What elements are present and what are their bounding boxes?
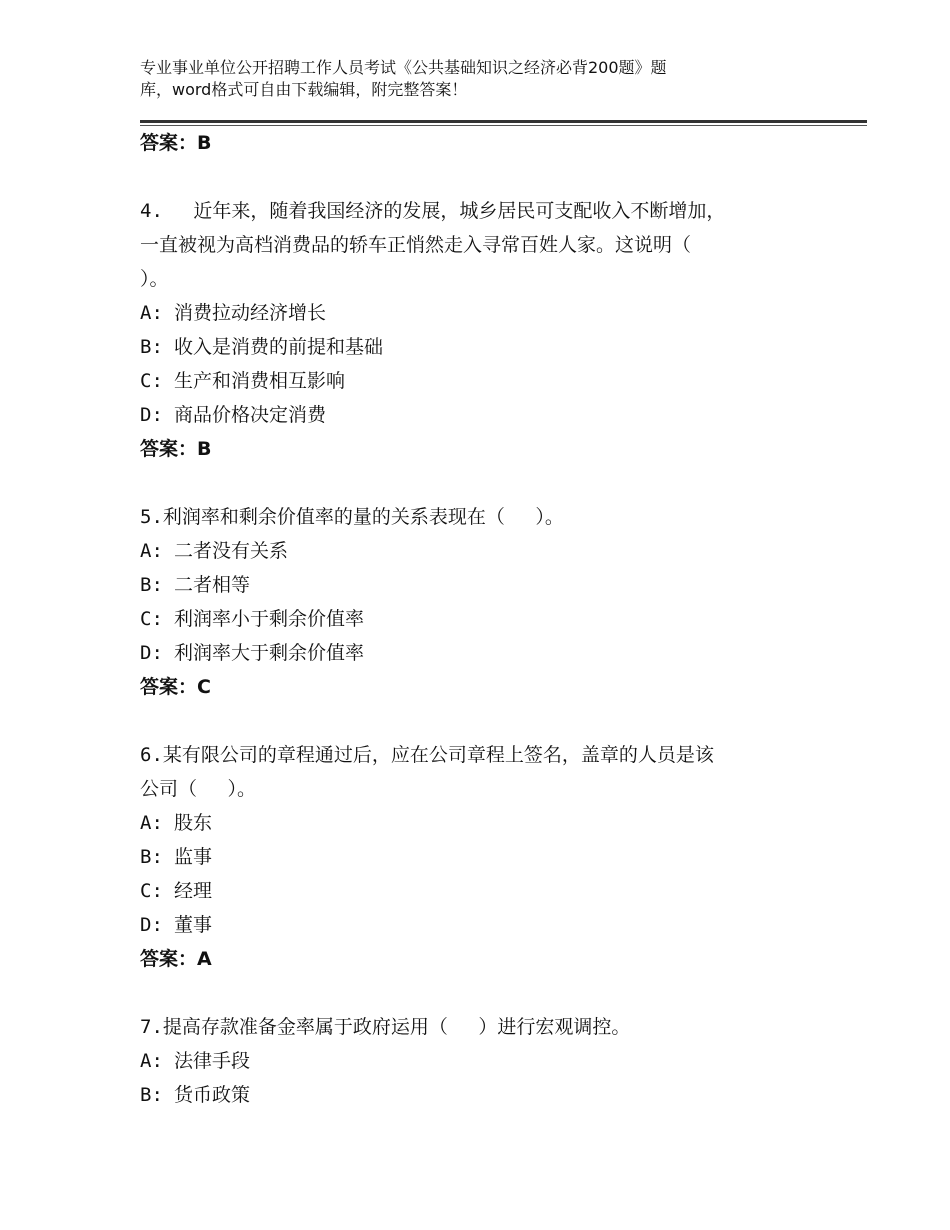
spacer xyxy=(140,160,840,194)
question-line: ）。 xyxy=(140,268,169,290)
spacer xyxy=(140,976,840,1010)
option-text: 监事 xyxy=(174,846,213,868)
option-key: B: xyxy=(140,846,163,868)
question-7 xyxy=(140,1010,840,1112)
question-text xyxy=(140,1010,840,1044)
question-line: 4. 近年来，随着我国经济的发展，城乡居民可支配收入不断增加， xyxy=(140,200,726,222)
option-key: C: xyxy=(140,880,163,902)
question-text xyxy=(140,194,840,296)
option-a xyxy=(140,534,840,568)
option-b xyxy=(140,330,840,364)
option-text: 二者相等 xyxy=(174,574,251,596)
option-key: D: xyxy=(140,642,163,664)
option-key: D: xyxy=(140,914,163,936)
answer-line: 答案：A xyxy=(140,948,212,970)
option-key: B: xyxy=(140,574,163,596)
question-line: 5.利润率和剩余价值率的量的关系表现在（ ）。 xyxy=(140,506,564,528)
question-6 xyxy=(140,738,840,976)
option-b xyxy=(140,1078,840,1112)
header-line-2: 库，word格式可自由下载编辑，附完整答案！ xyxy=(140,80,468,99)
answer-line: 答案：B xyxy=(140,132,212,154)
question-line: 公司（ ）。 xyxy=(140,778,256,800)
answer-line: 答案：C xyxy=(140,676,211,698)
question-line: 7.提高存款准备金率属于政府运用（ ）进行宏观调控。 xyxy=(140,1016,631,1038)
option-text: 二者没有关系 xyxy=(174,540,289,562)
option-text: 生产和消费相互影响 xyxy=(174,370,346,392)
option-text: 股东 xyxy=(174,812,213,834)
option-key: A: xyxy=(140,812,163,834)
option-text: 消费拉动经济增长 xyxy=(174,302,327,324)
question-line: 一直被视为高档消费品的轿车正悄然走入寻常百姓人家。这说明（ xyxy=(140,234,692,256)
option-a xyxy=(140,1044,840,1078)
option-a xyxy=(140,296,840,330)
question-line: 6.某有限公司的章程通过后，应在公司章程上签名，盖章的人员是该 xyxy=(140,744,714,766)
option-text: 董事 xyxy=(174,914,213,936)
spacer xyxy=(140,466,840,500)
option-c xyxy=(140,364,840,398)
answer-line: 答案：B xyxy=(140,438,212,460)
option-b xyxy=(140,840,840,874)
option-b xyxy=(140,568,840,602)
option-key: A: xyxy=(140,302,163,324)
option-key: A: xyxy=(140,540,163,562)
option-d xyxy=(140,908,840,942)
document-body xyxy=(140,126,840,1112)
option-text: 商品价格决定消费 xyxy=(174,404,327,426)
option-c xyxy=(140,874,840,908)
option-text: 利润率大于剩余价值率 xyxy=(174,642,365,664)
option-key: D: xyxy=(140,404,163,426)
option-text: 收入是消费的前提和基础 xyxy=(174,336,384,358)
question-text xyxy=(140,500,840,534)
spacer xyxy=(140,704,840,738)
header-line-1: 专业事业单位公开招聘工作人员考试《公共基础知识之经济必背200题》题 xyxy=(140,58,667,77)
question-4 xyxy=(140,194,840,466)
document-header xyxy=(140,57,780,101)
option-text: 法律手段 xyxy=(174,1050,251,1072)
option-a xyxy=(140,806,840,840)
option-d xyxy=(140,398,840,432)
option-key: B: xyxy=(140,336,163,358)
option-text: 货币政策 xyxy=(174,1084,251,1106)
header-rule-thick xyxy=(140,120,867,123)
option-key: B: xyxy=(140,1084,163,1106)
question-text xyxy=(140,738,840,806)
option-key: C: xyxy=(140,370,163,392)
option-key: C: xyxy=(140,608,163,630)
option-text: 经理 xyxy=(174,880,213,902)
question-5 xyxy=(140,500,840,704)
option-c xyxy=(140,602,840,636)
option-d xyxy=(140,636,840,670)
option-key: A: xyxy=(140,1050,163,1072)
option-text: 利润率小于剩余价值率 xyxy=(174,608,365,630)
